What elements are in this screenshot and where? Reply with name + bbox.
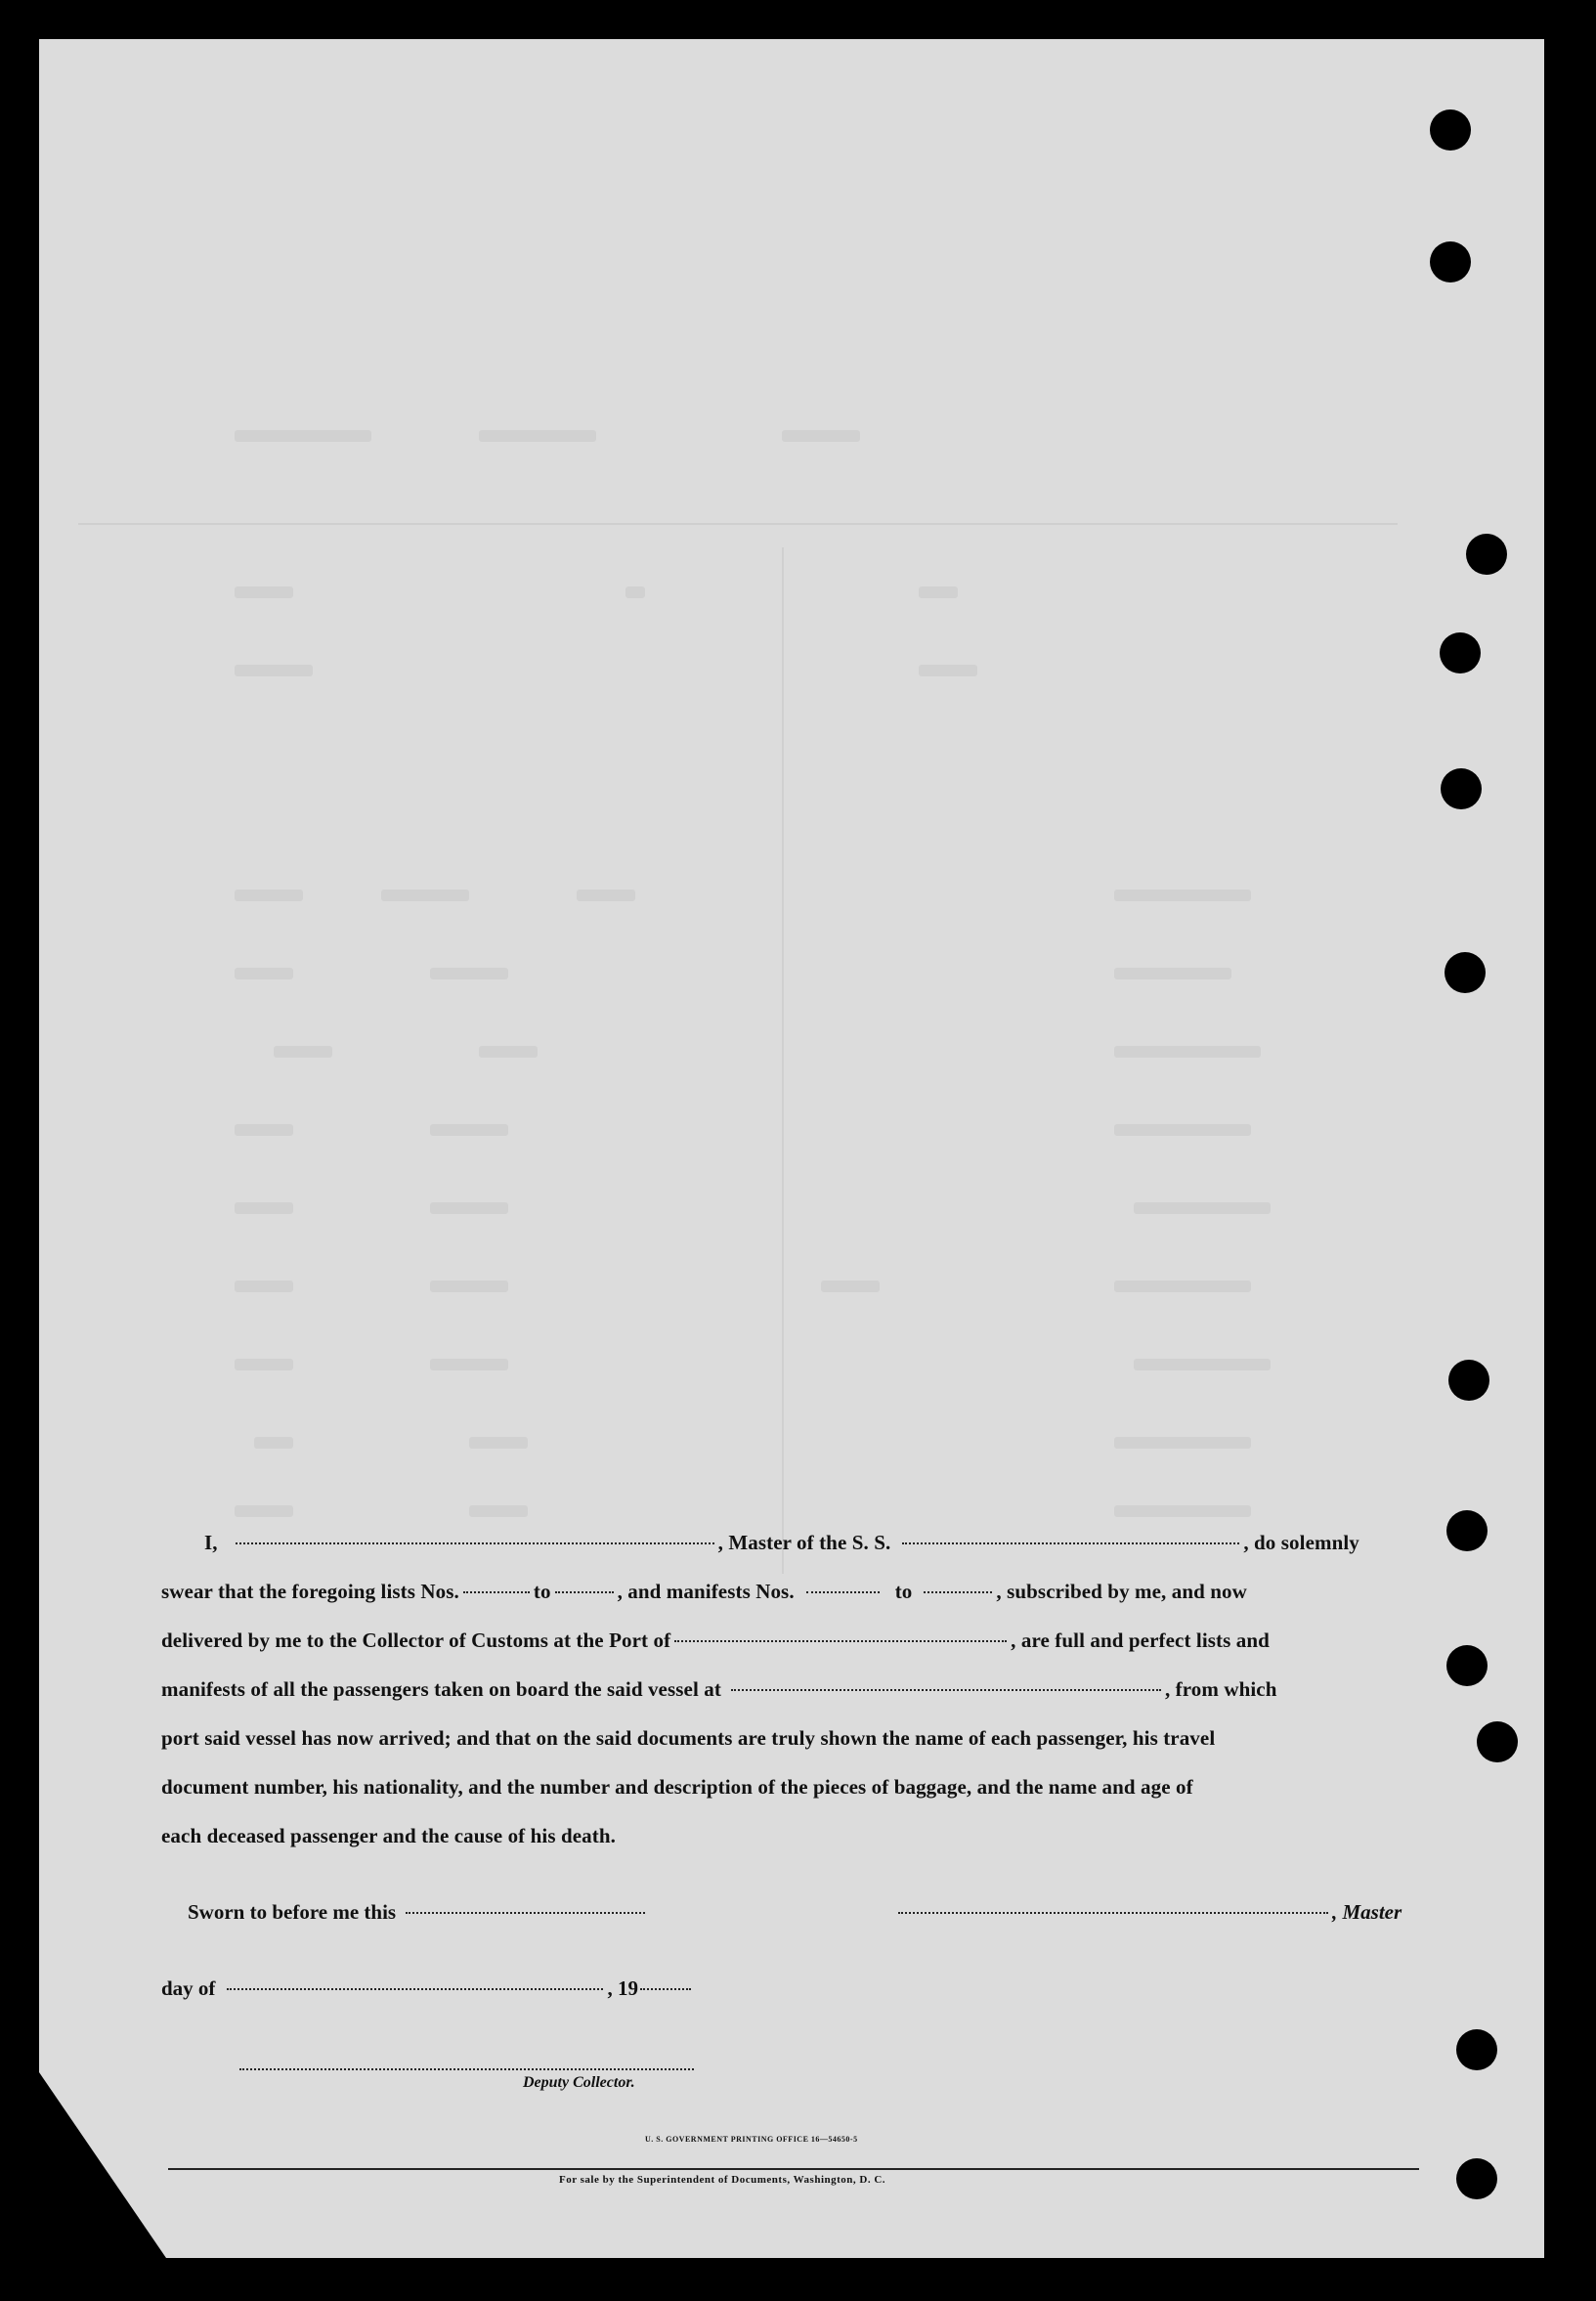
day-of-label: day of bbox=[161, 1976, 216, 2000]
ghost-column-rule bbox=[782, 547, 784, 1574]
blank-manifest-to[interactable] bbox=[924, 1590, 992, 1593]
oath-line2-a: swear that the foregoing lists Nos. bbox=[161, 1580, 459, 1603]
blank-list-from[interactable] bbox=[463, 1590, 530, 1593]
blank-deputy-signature[interactable] bbox=[239, 2067, 694, 2070]
oath-line2-b: to bbox=[533, 1580, 551, 1603]
blank-master-name[interactable] bbox=[236, 1541, 714, 1544]
punch-hole bbox=[1466, 534, 1507, 575]
footer-rule bbox=[168, 2168, 1419, 2170]
punch-hole bbox=[1456, 2158, 1497, 2199]
punch-hole bbox=[1456, 2029, 1497, 2070]
ghost-row bbox=[235, 1437, 1368, 1451]
printing-office-imprint: U. S. GOVERNMENT PRINTING OFFICE 16—54650-5 bbox=[645, 2135, 858, 2144]
ghost-row bbox=[235, 968, 1368, 981]
ghost-row bbox=[235, 665, 1368, 678]
oath-line2-e: , subscribed by me, and now bbox=[996, 1580, 1247, 1603]
oath-line3-a: delivered by me to the Collector of Customs at the Port of bbox=[161, 1628, 671, 1652]
master-signature-line bbox=[894, 1900, 1402, 1925]
punch-hole bbox=[1441, 768, 1482, 809]
blank-master-signature[interactable] bbox=[898, 1911, 1328, 1914]
ghost-row bbox=[235, 1281, 1368, 1294]
punch-hole bbox=[1477, 1721, 1518, 1762]
master-label: , Master bbox=[1332, 1900, 1402, 1924]
oath-line4-b: , from which bbox=[1164, 1677, 1277, 1701]
oath-line7: each deceased passenger and the cause of his death. bbox=[161, 1824, 616, 1847]
blank-port-of-arrival[interactable] bbox=[674, 1639, 1007, 1642]
oath-line1-end: , do solemnly bbox=[1243, 1531, 1359, 1554]
punch-hole bbox=[1446, 1510, 1488, 1551]
blank-sworn-day[interactable] bbox=[406, 1911, 645, 1914]
punch-hole bbox=[1440, 632, 1481, 673]
blank-year[interactable] bbox=[640, 1987, 691, 1990]
day-of-line bbox=[161, 1976, 695, 2001]
sworn-line bbox=[188, 1900, 649, 1925]
deputy-collector-label: Deputy Collector. bbox=[523, 2074, 635, 2091]
blank-list-to[interactable] bbox=[555, 1590, 614, 1593]
oath-line1-start: I, bbox=[204, 1531, 218, 1554]
punch-hole bbox=[1445, 952, 1486, 993]
ghost-row bbox=[235, 890, 1368, 903]
ghost-rule bbox=[78, 523, 1398, 525]
blank-port-of-embarkation[interactable] bbox=[731, 1688, 1161, 1691]
punch-hole bbox=[1430, 109, 1471, 151]
ghost-row bbox=[235, 1505, 1368, 1519]
ghost-row bbox=[235, 1124, 1368, 1138]
ghost-row bbox=[235, 586, 1368, 600]
sale-imprint: For sale by the Superintendent of Documents, Washington, D. C. bbox=[559, 2174, 886, 2186]
punch-hole bbox=[1430, 241, 1471, 282]
oath-line2-c: , and manifests Nos. bbox=[617, 1580, 795, 1603]
oath-line4-a: manifests of all the passengers taken on board the said vessel at bbox=[161, 1677, 721, 1701]
oath-line5: port said vessel has now arrived; and that on the said documents are truly shown the name of each passenger, his travel bbox=[161, 1726, 1216, 1750]
oath-line3-b: , are full and perfect lists and bbox=[1011, 1628, 1270, 1652]
punch-hole bbox=[1446, 1645, 1488, 1686]
year-prefix: , 19 bbox=[607, 1976, 638, 2000]
oath-line6: document number, his nationality, and the number and description of the pieces of baggage, and the name and age of bbox=[161, 1775, 1193, 1799]
punch-hole bbox=[1448, 1360, 1489, 1401]
ghost-row bbox=[235, 1046, 1368, 1060]
ghost-row bbox=[235, 1202, 1368, 1216]
sworn-label: Sworn to before me this bbox=[188, 1900, 397, 1924]
oath-line1-mid: , Master of the S. S. bbox=[717, 1531, 891, 1554]
oath-line2-d: to bbox=[894, 1580, 913, 1603]
form-sheet bbox=[39, 39, 1544, 2258]
blank-month[interactable] bbox=[227, 1987, 603, 1990]
ghost-row bbox=[235, 430, 1368, 444]
blank-manifest-from[interactable] bbox=[806, 1590, 880, 1593]
blank-vessel-name[interactable] bbox=[902, 1541, 1239, 1544]
ghost-row bbox=[235, 1359, 1368, 1372]
